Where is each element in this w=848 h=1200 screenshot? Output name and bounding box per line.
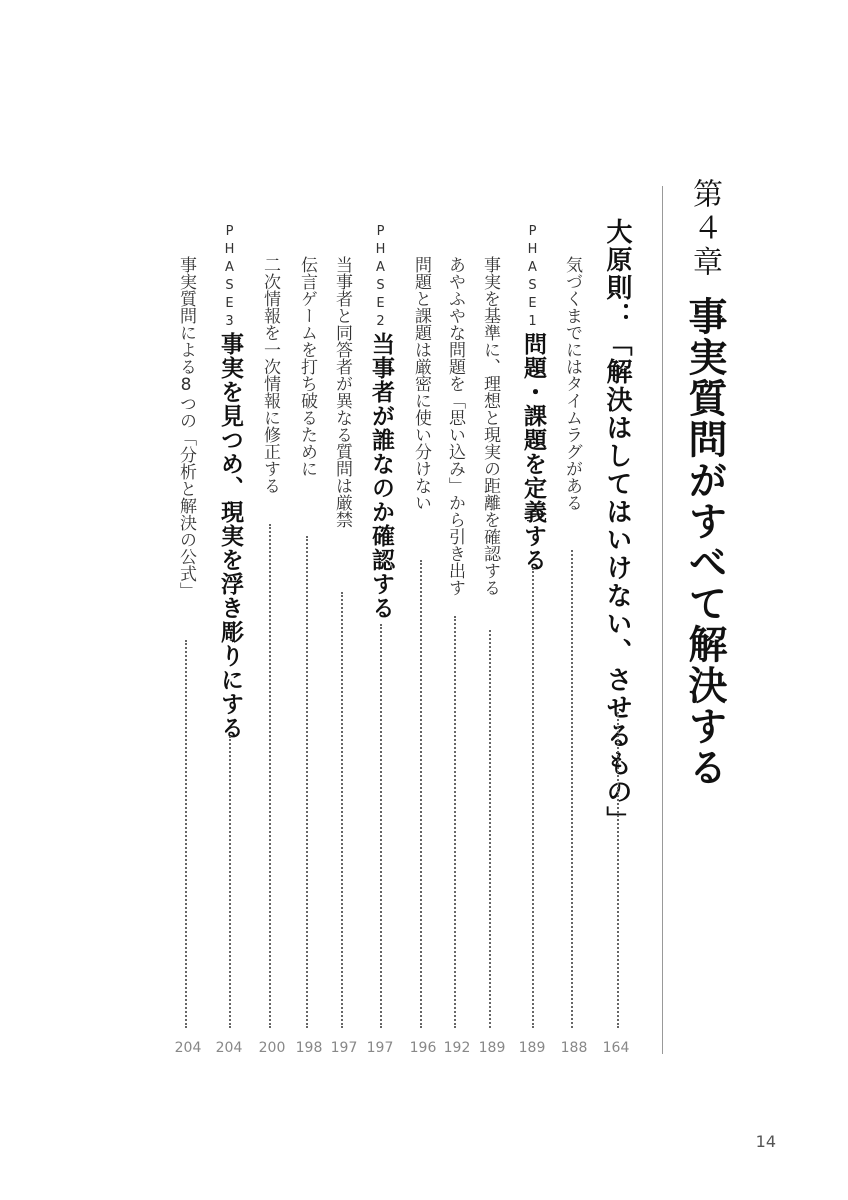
toc-entry-title: あやふやな問題を「思い込み」から引き出す xyxy=(445,256,465,596)
toc-leader-dots xyxy=(489,630,491,1028)
toc-page-number: 200 xyxy=(258,1040,286,1056)
toc-page-number: 192 xyxy=(443,1040,471,1056)
toc-entry-phase2[interactable] xyxy=(366,0,396,1200)
toc-entry-title: 当事者と同答者が異なる質問は厳禁 xyxy=(332,256,352,528)
toc-leader-dots xyxy=(617,712,619,1028)
chapter-title: 事実質問がすべて解決する xyxy=(682,296,727,788)
toc-page-number: 189 xyxy=(478,1040,506,1056)
toc-entry-phase3[interactable] xyxy=(215,0,245,1200)
toc-page-number: 198 xyxy=(295,1040,323,1056)
toc-page-number: 204 xyxy=(174,1040,202,1056)
chapter-divider-line xyxy=(662,186,663,1054)
toc-leader-dots xyxy=(571,550,573,1028)
toc-entry-title: 事実を見つめ、現実を浮き彫りにする xyxy=(217,332,243,740)
toc-entry-phase1[interactable] xyxy=(518,0,548,1200)
toc-entry-title: 事実質問による8つの「分析と解決の公式」 xyxy=(176,256,196,599)
toc-leader-dots xyxy=(269,524,271,1028)
toc-page-number: 204 xyxy=(215,1040,243,1056)
toc-leader-dots xyxy=(532,568,534,1028)
toc-leader-dots xyxy=(380,624,382,1028)
toc-entry-title: 大原則：「解決はしてはいけない、させるもの」 xyxy=(602,218,632,834)
toc-entry-title: 伝言ゲームを打ち破るために xyxy=(297,256,317,477)
toc-page-number: 188 xyxy=(560,1040,588,1056)
toc-leader-dots xyxy=(229,736,231,1028)
toc-entry-title: 気づくまでにはタイムラグがある xyxy=(562,256,582,511)
chapter-label: 第４章 xyxy=(687,178,722,280)
toc-entry-phase1-item-2[interactable] xyxy=(443,0,471,1200)
toc-entry-main-principle[interactable] xyxy=(602,0,634,1200)
toc-entry-phase1-item-3[interactable] xyxy=(409,0,437,1200)
toc-page-number: 197 xyxy=(366,1040,394,1056)
toc-entry-title: 問題と課題は厳密に使い分けない xyxy=(411,256,431,511)
toc-leader-dots xyxy=(454,616,456,1028)
toc-entry-phase2-item-3[interactable] xyxy=(258,0,286,1200)
toc-entry-timelag[interactable] xyxy=(560,0,588,1200)
toc-page-number: 164 xyxy=(602,1040,630,1056)
toc-leader-dots xyxy=(185,640,187,1028)
toc-leader-dots xyxy=(306,536,308,1028)
toc-page-number: 189 xyxy=(518,1040,546,1056)
toc-page-number: 196 xyxy=(409,1040,437,1056)
toc-leader-dots xyxy=(341,592,343,1028)
toc-entry-title: 二次情報を一次情報に修正する xyxy=(260,256,280,494)
toc-leader-dots xyxy=(420,560,422,1028)
phase-label: PHASE3 xyxy=(222,224,237,332)
toc-entry-phase2-item-2[interactable] xyxy=(295,0,323,1200)
toc-entry-title: 当事者が誰なのか確認する xyxy=(368,332,394,620)
phase-label: PHASE1 xyxy=(525,224,540,332)
toc-entry-phase3-item-1[interactable] xyxy=(174,0,202,1200)
toc-page-number: 197 xyxy=(330,1040,358,1056)
page-number: 14 xyxy=(755,1132,776,1151)
toc-entry-phase1-item-1[interactable] xyxy=(478,0,506,1200)
toc-entry-title: 問題・課題を定義する xyxy=(520,332,546,572)
toc-entry-phase2-item-1[interactable] xyxy=(330,0,358,1200)
toc-entry-title: 事実を基準に、理想と現実の距離を確認する xyxy=(480,256,500,596)
phase-label: PHASE2 xyxy=(373,224,388,332)
